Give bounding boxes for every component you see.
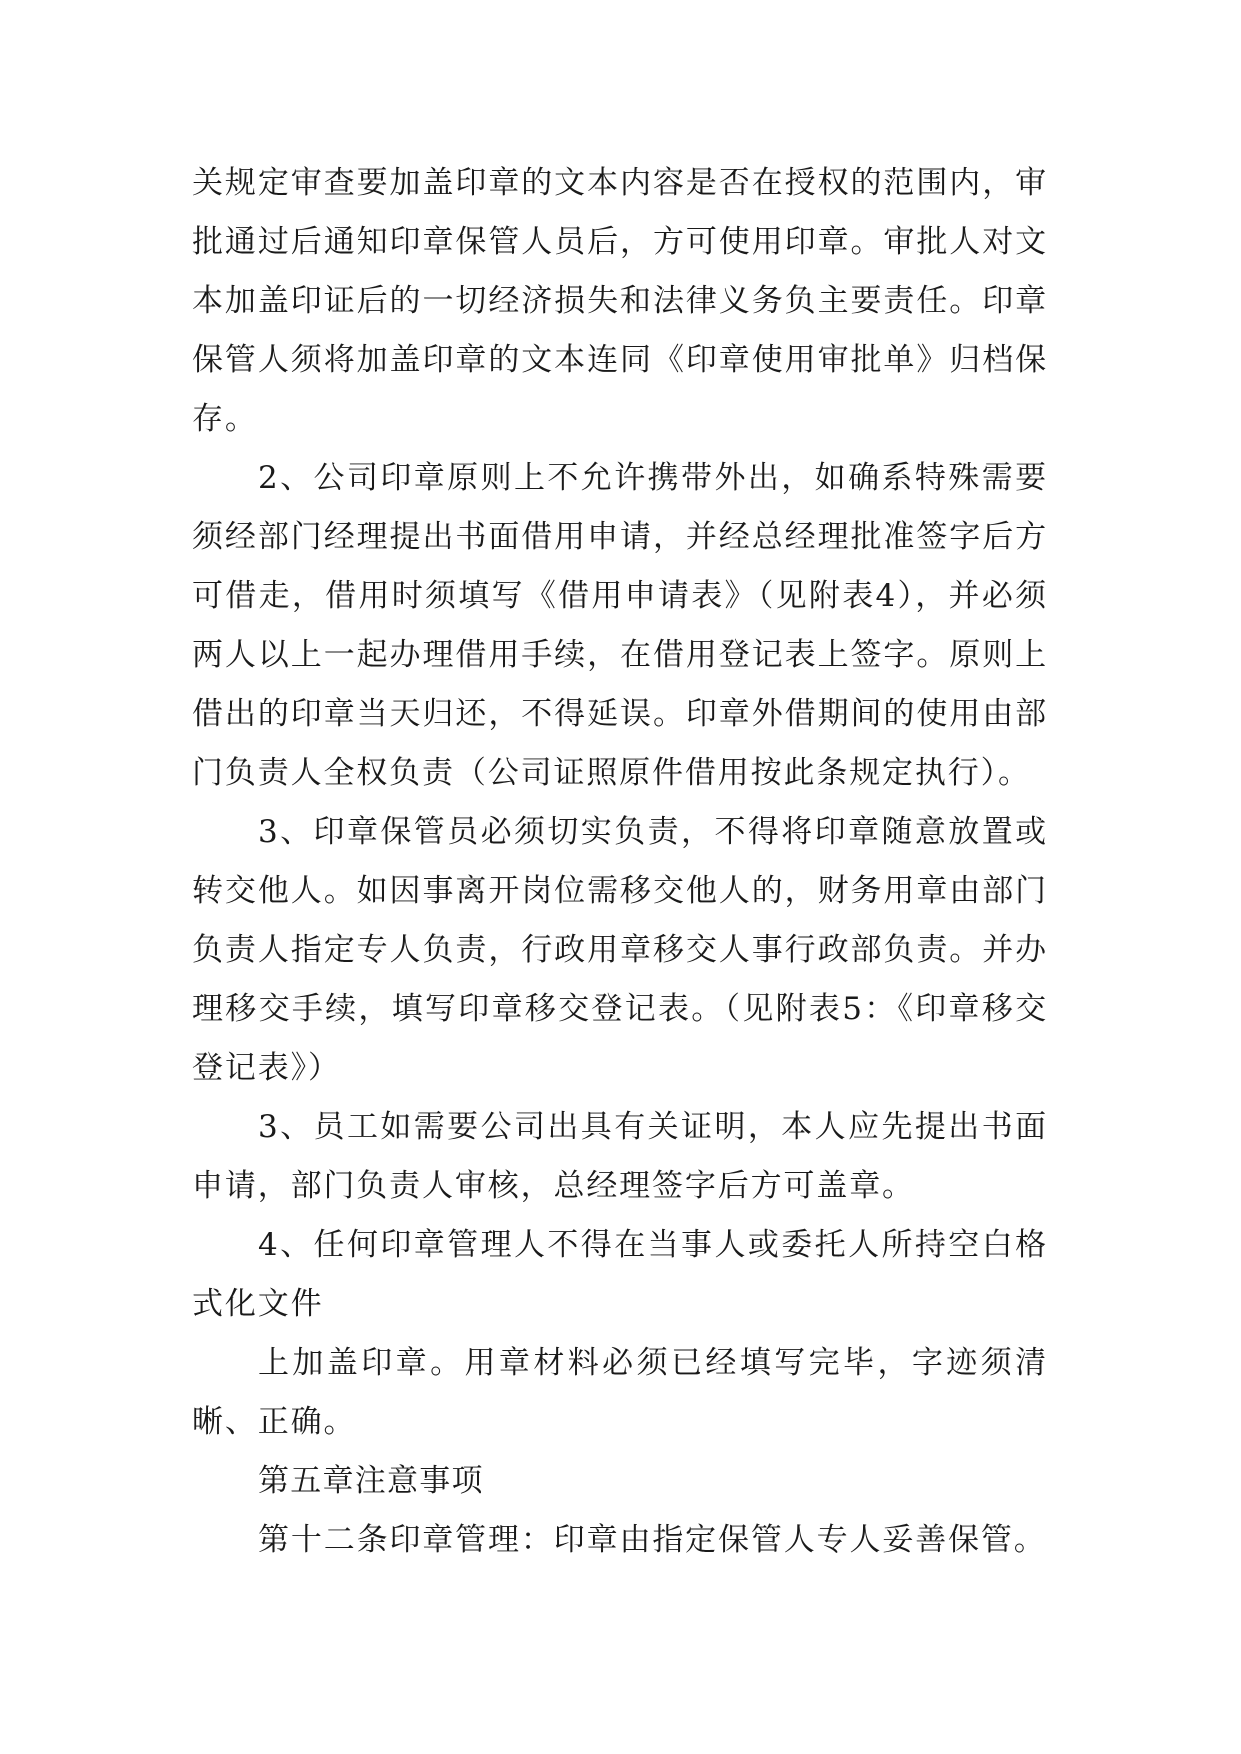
- paragraph-item-2: 2、公司印章原则上不允许携带外出，如确系特殊需要须经部门经理提出书面借用申请，并经总经理批准签字后方可借走，借用时须填写《借用申请表》（见附表4），并必须两人以上一起办理借用手续，在借用登记表上签字。原则上借出的印章当天归还，不得延误。印章外借期间的使用由部门负责人全权负责（公司证照原件借用按此条规定执行）。: [192, 460, 1048, 791]
- paragraph-continuation: 关规定审查要加盖印章的文本内容是否在授权的范围内，审批通过后通知印章保管人员后，方可使用印章。审批人对文本加盖印证后的一切经济损失和法律义务负主要责任。印章保管人须将加盖印章的文本连同《印章使用审批单》归档保存。: [192, 165, 1048, 437]
- document-body: [192, 154, 1048, 1570]
- paragraph-item-4-continued: 上加盖印章。用章材料必须已经填写完毕，字迹须清晰、正确。: [192, 1345, 1048, 1440]
- paragraph-item-3-custody: 3、印章保管员必须切实负责，不得将印章随意放置或转交他人。如因事离开岗位需移交他人的，财务用章由部门负责人指定专人负责，行政用章移交人事行政部负责。并办理移交手续，填写印章移交登记表。（见附表5：《印章移交登记表》）: [192, 814, 1048, 1086]
- chapter-heading: 第五章注意事项: [258, 1463, 484, 1499]
- paragraph-item-3-certificate: 3、员工如需要公司出具有关证明，本人应先提出书面申请，部门负责人审核，总经理签字后方可盖章。: [192, 1109, 1048, 1204]
- article-12: 第十二条印章管理：印章由指定保管人专人妥善保管。: [258, 1522, 1047, 1558]
- paragraph-item-4: 4、任何印章管理人不得在当事人或委托人所持空白格式化文件: [192, 1227, 1048, 1322]
